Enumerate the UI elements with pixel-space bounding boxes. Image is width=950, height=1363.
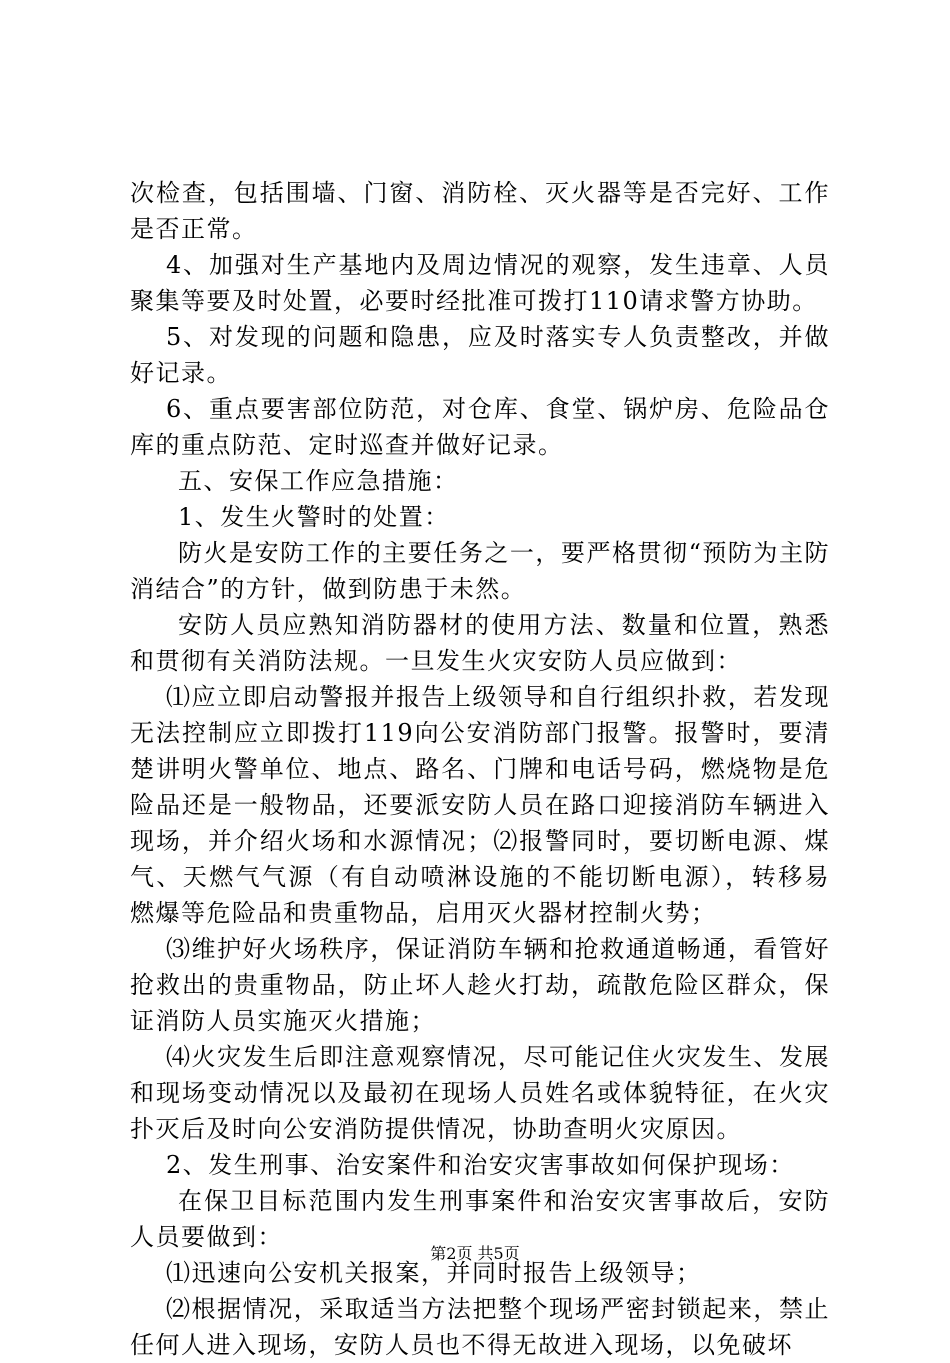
section-heading-emergency-measures: 五、安保工作应急措施： — [178, 467, 459, 495]
paragraph-inspection-continued: 次检查，包括围墙、门窗、消防栓、灭火器等是否完好、工作是否正常。 — [130, 179, 830, 243]
document-body — [130, 175, 830, 1363]
paragraph-scene-step-1: ⑴迅速向公安机关报案，并同时报告上级领导； — [166, 1259, 702, 1287]
paragraph-item-6: 6、重点要害部位防范，对仓库、食堂、锅炉房、危险品仓库的重点防范、定时巡查并做好记录。 — [130, 395, 830, 459]
paragraph-security-staff-knowledge: 安防人员应熟知消防器材的使用方法、数量和位置，熟悉和贯彻有关消防法规。一旦发生火灾安防人员应做到： — [130, 611, 830, 675]
page-number-footer: 第2页 共5页 — [430, 1244, 520, 1263]
paragraph-scene-intro: 在保卫目标范围内发生刑事案件和治安灾害事故后，安防人员要做到： — [130, 1187, 830, 1251]
paragraph-step-1-alarm: ⑴应立即启动警报并报告上级领导和自行组织扑救，若发现无法控制应立即拨打119向公安消防部门报警。报警时，要清楚讲明火警单位、地点、路名、门牌和电话号码，燃烧物是危险品还是一般物品，还要派安防人员在路口迎接消防车辆进入现场，并介绍火场和水源情况；⑵报警同时，要切断电源、煤气、天燃气气源（有自动喷淋设施的不能切断电源），转移易燃爆等危险品和贵重物品，启用灭火器材控制火势； — [130, 683, 830, 927]
subheading-protect-scene: 2、发生刑事、治安案件和治安灾害事故如何保护现场： — [166, 1151, 795, 1179]
paragraph-fire-prevention: 防火是安防工作的主要任务之一，要严格贯彻“预防为主防消结合”的方针，做到防患于未然。 — [130, 539, 830, 603]
paragraph-scene-step-2: ⑵根据情况，采取适当方法把整个现场严密封锁起来，禁止任何人进入现场，安防人员也不得无故进入现场，以免破坏 — [130, 1295, 830, 1359]
paragraph-step-4-observe: ⑷火灾发生后即注意观察情况，尽可能记住火灾发生、发展和现场变动情况以及最初在现场人员姓名或体貌特征，在火灾扑灭后及时向公安消防提供情况，协助查明火灾原因。 — [130, 1043, 830, 1143]
subheading-fire-response: 1、发生火警时的处置： — [178, 503, 450, 531]
paragraph-item-4: 4、加强对生产基地内及周边情况的观察，发生违章、人员聚集等要及时处置，必要时经批准可拨打110请求警方协助。 — [130, 251, 830, 315]
paragraph-item-5: 5、对发现的问题和隐患，应及时落实专人负责整改，并做好记录。 — [130, 323, 830, 387]
paragraph-step-3-order: ⑶维护好火场秩序，保证消防车辆和抢救通道畅通，看管好抢救出的贵重物品，防止坏人趁火打劫，疏散危险区群众，保证消防人员实施灭火措施； — [130, 935, 830, 1035]
